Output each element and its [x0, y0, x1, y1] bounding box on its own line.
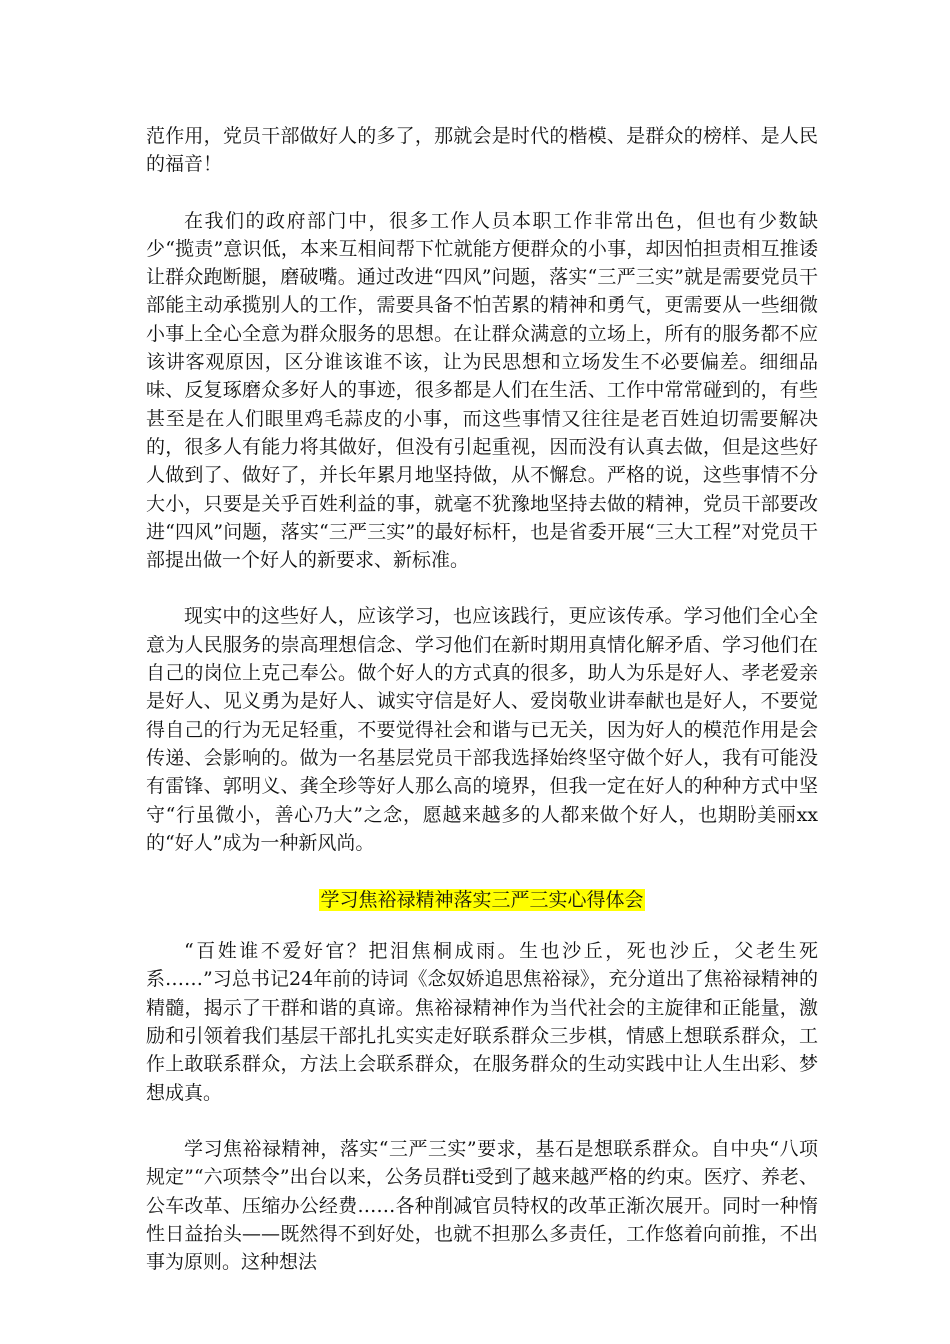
document-body: [146, 122, 818, 1304]
paragraph-connect-masses: 学习焦裕禄精神，落实“三严三实”要求，基石是想联系群众。自中央“八项规定”“六项禁令”出台以来，公务员群ti受到了越来越严格的约束。医疗、养老、公车改革、压缩办公经费……各种削减官员特权的改革正渐次展开。同时一种惰性日益抬头——既然得不到好处，也就不担那么多责任，工作悠着向前推，不出事为原则。这种想法: [146, 1137, 818, 1274]
section-heading-text: 学习焦裕禄精神落实三严三实心得体会: [320, 889, 644, 912]
paragraph-good-people: 现实中的这些好人，应该学习，也应该践行，更应该传承。学习他们全心全意为人民服务的崇高理想信念、学习他们在新时期用真情化解矛盾、学习他们在自己的岗位上克己奉公。做个好人的方式真的很多，助人为乐是好人、孝老爱亲是好人、见义勇为是好人、诚实守信是好人、爱岗敬业讲奉献也是好人，不要觉得自己的行为无足轻重，不要觉得社会和谐与已无关，因为好人的模范作用是会传递、会影响的。做为一名基层党员干部我选择始终坚守做个好人，我有可能没有雷锋、郭明义、龚全珍等好人那么高的境界，但我一定在好人的种种方式中坚守“行虽微小，善心乃大”之念，愿越来越多的人都来做个好人，也期盼美丽xx的“好人”成为一种新风尚。: [146, 605, 818, 854]
paragraph-government-departments: 在我们的政府部门中，很多工作人员本职工作非常出色，但也有少数缺少“揽责”意识低，本来互相间帮下忙就能方便群众的小事，却因怕担责相互推诿让群众跑断腿，磨破嘴。通过改进“四风”问题，落实“三严三实”就是需要党员干部能主动承揽别人的工作，需要具备不怕苦累的精神和勇气，更需要从一些细微小事上全心全意为群众服务的思想。在让群众满意的立场上，所有的服务都不应该讲客观原因，区分谁该谁不该，让为民思想和立场发生不必要偏差。细细品味、反复琢磨众多好人的事迹，很多都是人们在生活、工作中常常碰到的，有些甚至是在人们眼里鸡毛蒜皮的小事，而这些事情又往往是老百姓迫切需要解决的，很多人有能力将其做好，但没有引起重视，因而没有认真去做，但是这些好人做到了、做好了，并长年累月地坚持做，从不懈怠。严格的说，这些事情不分大小，只要是关乎百姓利益的事，就毫不犹豫地坚持去做的精神，党员干部要改进“四风”问题，落实“三严三实”的最好标杆，也是省委开展“三大工程”对党员干部提出做一个好人的新要求、新标准。: [146, 209, 818, 572]
paragraph-jiao-yulu-poem: “百姓谁不爱好官？把泪焦桐成雨。生也沙丘，死也沙丘，父老生死系……”习总书记24年前的诗词《念奴娇追思焦裕禄》，充分道出了焦裕禄精神的精髓，揭示了干群和谐的真谛。焦裕禄精神作为当代社会的主旋律和正能量，激励和引领着我们基层干部扎扎实实走好联系群众三步棋，情感上想联系群众，工作上敢联系群众，方法上会联系群众，在服务群众的生动实践中让人生出彩、梦想成真。: [146, 940, 818, 1104]
section-heading: [146, 885, 818, 915]
paragraph-continuation: 范作用，党员干部做好人的多了，那就会是时代的楷模、是群众的榜样、是人民的福音！: [146, 125, 818, 176]
